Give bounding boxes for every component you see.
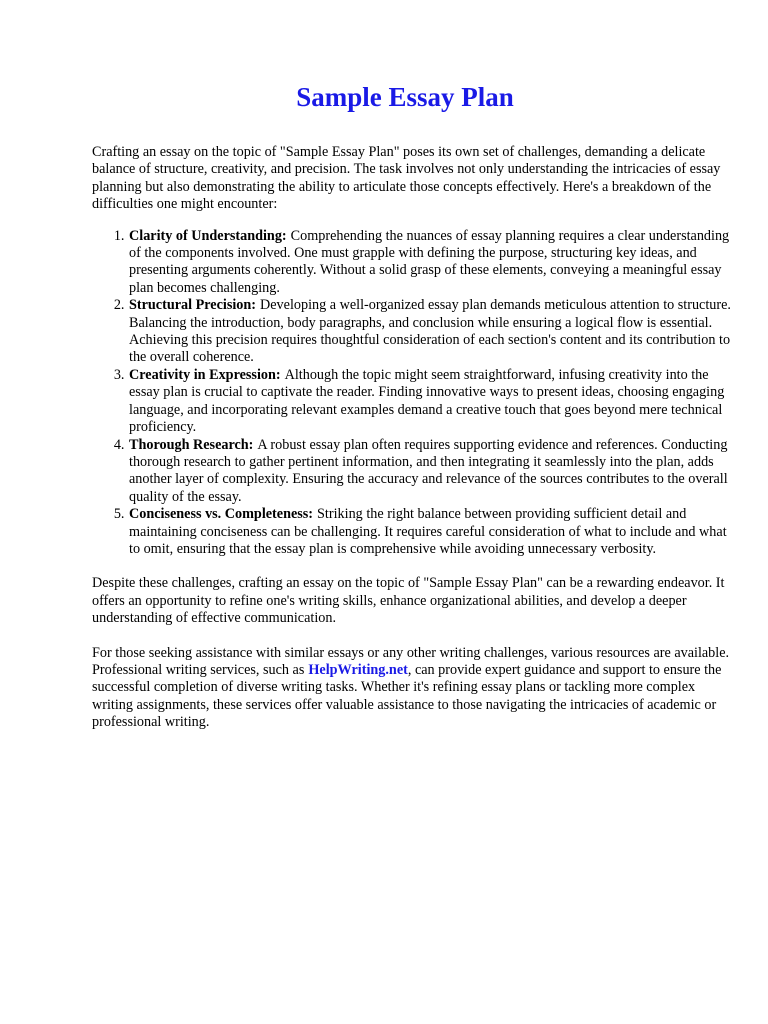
page-title: Sample Essay Plan: [296, 82, 514, 112]
challenges-list: [92, 228, 732, 559]
list-item: [128, 437, 732, 507]
list-item-text: Developing a well-organized essay plan demands meticulous attention to structure. Balancing the introduction, body paragraphs, and conclusion while ensuring a logical flow is essential. Achieving this precision requires thoughtful consideration of each section's content and its contribution to the overall coherence.: [129, 297, 731, 366]
list-item: [128, 367, 732, 437]
document-body: [92, 144, 732, 732]
list-item: [128, 506, 732, 558]
list-item-term: Conciseness vs. Completeness:: [129, 506, 314, 523]
list-item-text: Comprehending the nuances of essay planning requires a clear understanding of the components involved. One must grapple with defining the purpose, structuring key ideas, and presenting arguments coherently. Without a solid grasp of these elements, conveying a meaningful essay plan becomes challenging.: [129, 227, 730, 296]
list-item-term: Thorough Research:: [129, 436, 254, 453]
resources-text-before: For those seeking assistance with similar essays or any other writing challenges, various resources are available. Professional writing services, such as: [92, 644, 730, 678]
helpwriting-link[interactable]: HelpWriting.net: [308, 661, 408, 678]
list-item: [128, 228, 732, 298]
list-item-text: A robust essay plan often requires supporting evidence and references. Conducting thorough research to gather pertinent information, and then integrating it seamlessly into the plan, adds another layer of complexity. Ensuring the accuracy and relevance of the sources contributes to the overall quality of the essay.: [129, 436, 728, 505]
list-item-term: Clarity of Understanding:: [129, 227, 287, 244]
intro-paragraph: Crafting an essay on the topic of "Sample Essay Plan" poses its own set of challenges, demanding a delicate balance of structure, creativity, and precision. The task involves not only understanding the intricacies of essay planning but also demonstrating the ability to articulate those concepts effectively. Here's a breakdown of the difficulties one might encounter:: [92, 144, 721, 213]
conclusion-paragraph: Despite these challenges, crafting an essay on the topic of "Sample Essay Plan" can be a rewarding endeavor. It offers an opportunity to refine one's writing skills, enhance organizational abilities, and develop a deeper understanding of effective communication.: [92, 575, 725, 627]
list-item: [128, 297, 732, 367]
resources-text-after: , can provide expert guidance and support to ensure the successful completion of diverse writing tasks. Whether it's refining essay plans or tackling more complex writing assignments, these services offer valuable assistance to those navigating the intricacies of academic or professional writing.: [92, 661, 722, 731]
list-item-term: Creativity in Expression:: [129, 366, 281, 383]
list-item-text: Although the topic might seem straightforward, infusing creativity into the essay plan is crucial to captivate the reader. Finding innovative ways to present ideas, choosing engaging language, and incorporating relevant examples demand a creative touch that goes beyond mere technical proficiency.: [129, 366, 725, 436]
list-item-term: Structural Precision:: [129, 297, 257, 314]
resources-paragraph: [92, 645, 732, 732]
list-item-text: Striking the right balance between providing sufficient detail and maintaining conciseness can be challenging. It requires careful consideration of what to include and what to omit, ensuring that the essay plan is comprehensive while avoiding unnecessary verbosity.: [129, 506, 727, 557]
